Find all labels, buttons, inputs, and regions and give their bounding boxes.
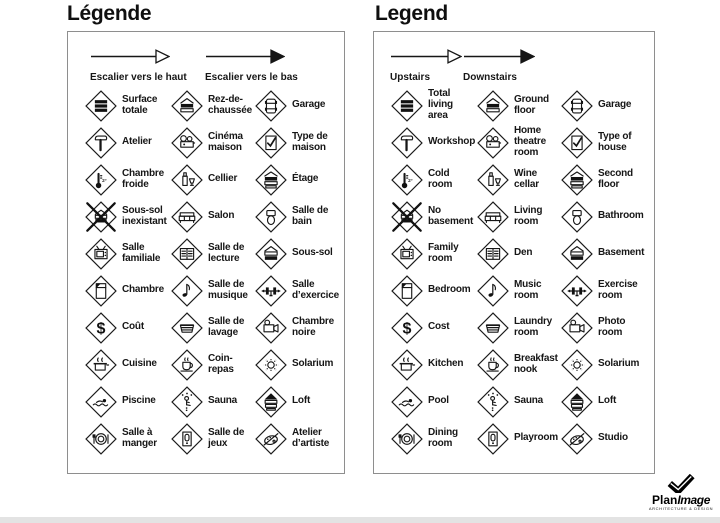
legend-item — [390, 272, 476, 309]
legend-item-label: Den — [514, 247, 533, 259]
legend-item — [170, 420, 254, 457]
legend-item — [560, 124, 654, 161]
legend-item-label: Salle de jeux — [208, 426, 245, 449]
legend-item-label: Étage — [292, 173, 319, 185]
legend-item — [476, 124, 560, 161]
legend-item — [390, 235, 476, 272]
laundry-room-icon — [476, 311, 510, 345]
bathroom-icon — [560, 200, 594, 234]
playroom-icon — [170, 422, 204, 456]
cold-room-icon — [390, 163, 424, 197]
garage-icon — [254, 89, 288, 123]
arrow-label: Upstairs — [390, 72, 431, 83]
playroom-icon — [476, 422, 510, 456]
legend-item — [170, 198, 254, 235]
cost-icon — [84, 311, 118, 345]
solarium-icon — [560, 348, 594, 382]
legend-item — [560, 346, 654, 383]
legend-item-label: Cold room — [428, 167, 453, 190]
legend-item-label: Chambre — [122, 284, 164, 296]
legend-panel-english — [373, 31, 655, 474]
legend-item — [254, 383, 344, 420]
workshop-icon — [390, 126, 424, 160]
legend-item-label: Wine cellar — [514, 167, 539, 190]
stair-arrows-english — [374, 49, 654, 87]
legend-item-label: Photo room — [598, 315, 626, 338]
sauna-icon — [170, 385, 204, 419]
legend-item — [254, 87, 344, 124]
legend-item-label: Total living area — [428, 88, 453, 121]
legend-item-label: Workshop — [428, 136, 476, 148]
bedroom-icon — [390, 274, 424, 308]
legend-item — [476, 420, 560, 457]
legend-item — [254, 161, 344, 198]
legend-item-label: Pool — [428, 395, 449, 407]
home-theatre-icon — [170, 126, 204, 160]
legend-item — [390, 87, 476, 124]
sauna-icon — [476, 385, 510, 419]
legend-item — [560, 272, 654, 309]
second-floor-icon — [560, 163, 594, 197]
legend-item — [170, 272, 254, 309]
legend-item — [170, 309, 254, 346]
legend-panel-french — [67, 31, 345, 474]
legend-item — [476, 383, 560, 420]
no-basement-icon — [84, 200, 118, 234]
brand-tagline: ARCHITECTURE & DESIGN — [648, 506, 714, 511]
legend-item-label: Chambre noire — [292, 315, 334, 338]
exercise-room-icon — [560, 274, 594, 308]
svg-text:$: $ — [402, 319, 412, 338]
total-living-area-icon — [84, 89, 118, 123]
basement-icon — [560, 237, 594, 271]
legend-item-label: Sauna — [208, 395, 238, 407]
legend-item-label: Studio — [598, 432, 628, 444]
legend-item — [170, 161, 254, 198]
downstairs-arrow — [205, 49, 298, 83]
legend-item — [476, 161, 560, 198]
living-room-icon — [476, 200, 510, 234]
legend-item-label: Family room — [428, 241, 459, 264]
legend-item — [390, 198, 476, 235]
legend-item-label: Coin-repas — [208, 352, 234, 375]
legend-item — [84, 346, 170, 383]
legend-item-label: Type de maison — [292, 130, 328, 153]
legend-title-english: Legend — [375, 2, 448, 25]
photo-room-icon — [560, 311, 594, 345]
legend-item-label: Sauna — [514, 395, 544, 407]
legend-item-label: Salle à manger — [122, 426, 157, 449]
bathroom-icon — [254, 200, 288, 234]
legend-item-label: Bathroom — [598, 210, 644, 222]
legend-item-label: Music room — [514, 278, 542, 301]
legend-item-label: Garage — [292, 99, 326, 111]
legend-item — [254, 124, 344, 161]
legend-item-label: Salle d’exercice — [292, 278, 339, 301]
legend-item-label: Atelier — [122, 136, 152, 148]
legend-item — [560, 235, 654, 272]
legend-item — [84, 198, 170, 235]
no-basement-icon — [390, 200, 424, 234]
legend-item — [84, 235, 170, 272]
legend-item-label: Ground floor — [514, 93, 549, 116]
legend-item — [170, 124, 254, 161]
legend-item — [560, 198, 654, 235]
legend-item — [560, 383, 654, 420]
arrow-label: Escalier vers le haut — [90, 72, 187, 83]
legend-item-label: Atelier d’artiste — [292, 426, 330, 449]
legend-item — [390, 346, 476, 383]
legend-item-label: Salle de bain — [292, 204, 329, 227]
legend-item-label: Loft — [292, 395, 311, 407]
legend-item — [560, 309, 654, 346]
downstairs-arrow — [463, 49, 535, 83]
studio-icon — [254, 422, 288, 456]
legend-item — [84, 420, 170, 457]
legend-grid-english — [374, 87, 654, 457]
legend-item-label: Home theatre room — [514, 125, 546, 158]
legend-item — [254, 309, 344, 346]
legend-item — [84, 383, 170, 420]
arrow-label: Downstairs — [463, 72, 517, 83]
legend-item-label: Playroom — [514, 432, 558, 444]
legend-item-label: Salle de lavage — [208, 315, 245, 338]
legend-item — [170, 235, 254, 272]
legend-item-label: Rez-de-chaussée — [208, 93, 252, 116]
loft-icon — [560, 385, 594, 419]
cold-room-icon — [84, 163, 118, 197]
legend-item — [560, 420, 654, 457]
basement-icon — [254, 237, 288, 271]
living-room-icon — [170, 200, 204, 234]
music-room-icon — [170, 274, 204, 308]
legend-item — [84, 124, 170, 161]
family-room-icon — [84, 237, 118, 271]
legend-item-label: Solarium — [292, 358, 334, 370]
house-type-icon — [560, 126, 594, 160]
legend-item-label: Chambre froide — [122, 167, 164, 190]
legend-item — [254, 272, 344, 309]
legend-item-label: Surface totale — [122, 93, 158, 116]
breakfast-nook-icon — [476, 348, 510, 382]
planimage-logo — [645, 474, 717, 511]
wine-cellar-icon — [170, 163, 204, 197]
legend-item-label: Exercise room — [598, 278, 638, 301]
legend-title-french: Légende — [67, 2, 152, 25]
stair-arrows-french — [68, 49, 344, 87]
legend-item — [476, 272, 560, 309]
legend-item-label: Cost — [428, 321, 450, 333]
page-bottom-edge — [0, 517, 720, 523]
upstairs-arrow — [90, 49, 187, 83]
legend-item-label: Living room — [514, 204, 543, 227]
legend-item-label: Type of house — [598, 130, 632, 153]
legend-grid-french — [68, 87, 344, 457]
workshop-icon — [84, 126, 118, 160]
legend-item-label: No basement — [428, 204, 474, 227]
checkmark-logo-icon — [667, 474, 695, 493]
legend-item-label: Basement — [598, 247, 645, 259]
legend-item-label: Salle familiale — [122, 241, 161, 264]
brand-image: Image — [677, 493, 711, 507]
legend-item — [390, 383, 476, 420]
legend-item — [476, 87, 560, 124]
total-living-area-icon — [390, 89, 424, 123]
legend-item-label: Second floor — [598, 167, 633, 190]
legend-item-label: Sous-sol — [292, 247, 333, 259]
legend-item — [84, 87, 170, 124]
legend-item — [390, 420, 476, 457]
loft-icon — [254, 385, 288, 419]
bedroom-icon — [84, 274, 118, 308]
legend-item-label: Dining room — [428, 426, 458, 449]
legend-item — [254, 198, 344, 235]
legend-item — [476, 235, 560, 272]
svg-text:2°: 2° — [408, 178, 413, 184]
legend-item — [560, 161, 654, 198]
ground-floor-icon — [170, 89, 204, 123]
exercise-room-icon — [254, 274, 288, 308]
legend-item-label: Cinéma maison — [208, 130, 243, 153]
studio-icon — [560, 422, 594, 456]
cost-icon — [390, 311, 424, 345]
upstairs-arrow — [390, 49, 462, 83]
legend-item — [390, 124, 476, 161]
legend-item-label: Solarium — [598, 358, 640, 370]
svg-text:$: $ — [96, 319, 106, 338]
legend-item — [170, 346, 254, 383]
family-room-icon — [390, 237, 424, 271]
legend-item — [390, 309, 476, 346]
legend-item-label: Laundry room — [514, 315, 553, 338]
house-type-icon — [254, 126, 288, 160]
svg-text:2°: 2° — [102, 178, 107, 184]
legend-item-label: Sous-sol inexistant — [122, 204, 167, 227]
legend-item-label: Coût — [122, 321, 144, 333]
kitchen-icon — [390, 348, 424, 382]
arrow-label: Escalier vers le bas — [205, 72, 298, 83]
breakfast-nook-icon — [170, 348, 204, 382]
legend-item — [84, 161, 170, 198]
music-room-icon — [476, 274, 510, 308]
brand-plan: Plan — [651, 493, 678, 507]
legend-item-label: Cuisine — [122, 358, 157, 370]
legend-item-label: Salon — [208, 210, 235, 222]
legend-item — [390, 161, 476, 198]
den-icon — [476, 237, 510, 271]
wine-cellar-icon — [476, 163, 510, 197]
legend-item — [84, 309, 170, 346]
legend-item — [170, 87, 254, 124]
legend-item-label: Kitchen — [428, 358, 464, 370]
den-icon — [170, 237, 204, 271]
downstairs-arrow-icon — [205, 49, 285, 64]
home-theatre-icon — [476, 126, 510, 160]
garage-icon — [560, 89, 594, 123]
legend-item — [254, 420, 344, 457]
solarium-icon — [254, 348, 288, 382]
dining-room-icon — [390, 422, 424, 456]
kitchen-icon — [84, 348, 118, 382]
pool-icon — [390, 385, 424, 419]
brand-name — [645, 494, 717, 506]
dining-room-icon — [84, 422, 118, 456]
legend-item-label: Cellier — [208, 173, 238, 185]
legend-item — [170, 383, 254, 420]
pool-icon — [84, 385, 118, 419]
legend-item — [560, 87, 654, 124]
legend-item-label: Salle de musique — [208, 278, 248, 301]
photo-room-icon — [254, 311, 288, 345]
legend-item-label: Salle de lecture — [208, 241, 245, 264]
legend-item-label: Piscine — [122, 395, 156, 407]
downstairs-arrow-icon — [463, 49, 535, 64]
legend-item-label: Garage — [598, 99, 632, 111]
legend-item — [476, 309, 560, 346]
second-floor-icon — [254, 163, 288, 197]
legend-item — [254, 346, 344, 383]
legend-item — [476, 198, 560, 235]
legend-item-label: Breakfast nook — [514, 352, 558, 375]
legend-item-label: Loft — [598, 395, 617, 407]
legend-item — [84, 272, 170, 309]
legend-item-label: Bedroom — [428, 284, 471, 296]
ground-floor-icon — [476, 89, 510, 123]
upstairs-arrow-icon — [90, 49, 170, 64]
legend-item — [476, 346, 560, 383]
upstairs-arrow-icon — [390, 49, 462, 64]
legend-item — [254, 235, 344, 272]
laundry-room-icon — [170, 311, 204, 345]
